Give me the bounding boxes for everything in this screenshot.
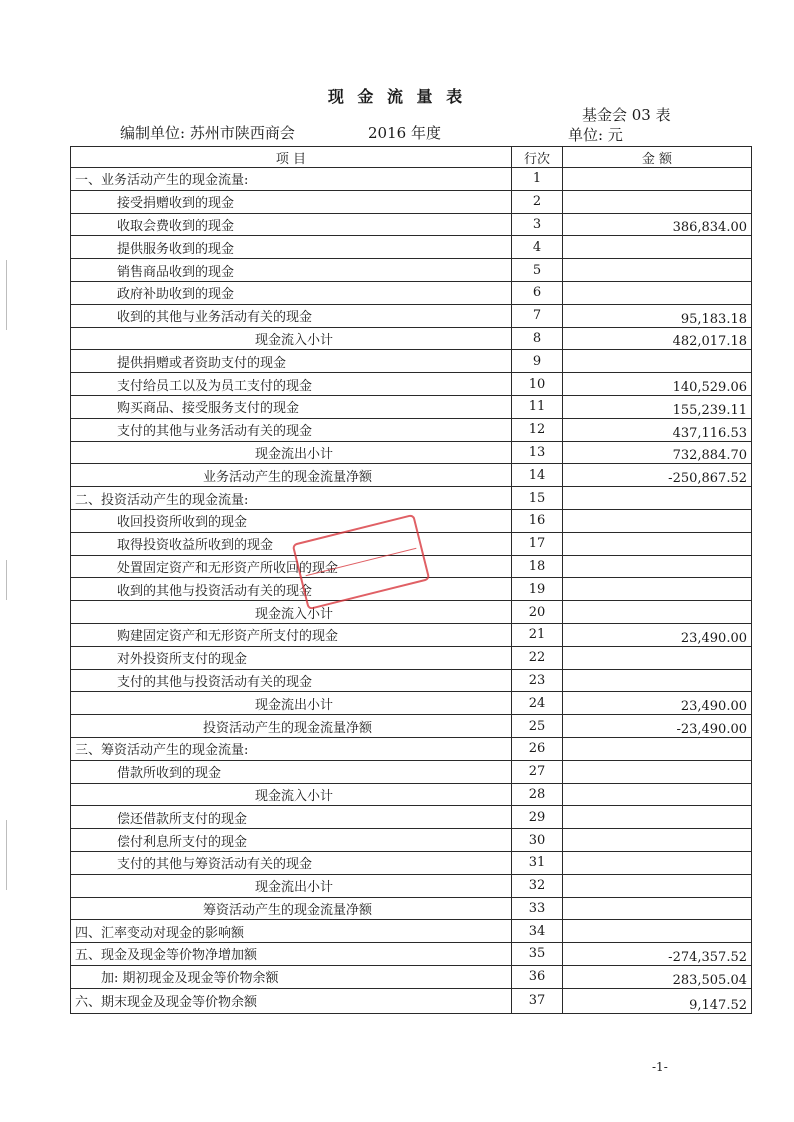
- row-item: 五、现金及现金等价物净增加额: [71, 943, 512, 966]
- row-line-number: 2: [512, 190, 563, 213]
- column-header-amount: 金 额: [563, 147, 752, 168]
- table-row: [71, 874, 752, 897]
- row-line-number: 29: [512, 806, 563, 829]
- row-amount: 437,116.53: [563, 418, 752, 441]
- row-line-number: 34: [512, 920, 563, 943]
- table-row: [71, 281, 752, 304]
- row-item: 购建固定资产和无形资产所支付的现金: [71, 623, 512, 646]
- table-row: [71, 395, 752, 418]
- table-row: [71, 327, 752, 350]
- row-line-number: 13: [512, 441, 563, 464]
- row-amount: [563, 669, 752, 692]
- row-amount: [563, 783, 752, 806]
- row-item: 四、汇率变动对现金的影响额: [71, 920, 512, 943]
- row-item: 二、投资活动产生的现金流量:: [71, 487, 512, 510]
- row-amount: 23,490.00: [563, 692, 752, 715]
- row-item: 提供服务收到的现金: [71, 236, 512, 259]
- row-item: 三、筹资活动产生的现金流量:: [71, 737, 512, 760]
- row-line-number: 10: [512, 373, 563, 396]
- row-amount: [563, 829, 752, 852]
- row-item: 现金流出小计: [71, 441, 512, 464]
- row-item: 支付的其他与业务活动有关的现金: [71, 418, 512, 441]
- row-amount: [563, 350, 752, 373]
- row-line-number: 21: [512, 623, 563, 646]
- row-line-number: 18: [512, 555, 563, 578]
- row-item: 政府补助收到的现金: [71, 281, 512, 304]
- row-line-number: 24: [512, 692, 563, 715]
- row-line-number: 17: [512, 532, 563, 555]
- row-item: 收取会费收到的现金: [71, 213, 512, 236]
- row-line-number: 32: [512, 874, 563, 897]
- row-item: 销售商品收到的现金: [71, 259, 512, 282]
- report-title: 现 金 流 量 表: [327, 87, 467, 106]
- row-item: 现金流出小计: [71, 874, 512, 897]
- row-line-number: 15: [512, 487, 563, 510]
- table-row: [71, 601, 752, 624]
- table-row: [71, 943, 752, 966]
- table-row: [71, 555, 752, 578]
- table-row: [71, 350, 752, 373]
- table-header-row: [71, 147, 752, 168]
- table-row: [71, 373, 752, 396]
- row-amount: [563, 578, 752, 601]
- column-header-line: 行次: [512, 147, 563, 168]
- row-item: 对外投资所支付的现金: [71, 646, 512, 669]
- row-amount: 140,529.06: [563, 373, 752, 396]
- row-amount: 9,147.52: [563, 988, 752, 1013]
- row-line-number: 26: [512, 737, 563, 760]
- row-line-number: 35: [512, 943, 563, 966]
- row-line-number: 27: [512, 760, 563, 783]
- table-row: [71, 760, 752, 783]
- row-item: 接受捐赠收到的现金: [71, 190, 512, 213]
- table-row: [71, 578, 752, 601]
- row-line-number: 28: [512, 783, 563, 806]
- table-row: [71, 920, 752, 943]
- column-header-item: 项 目: [71, 147, 512, 168]
- row-item: 支付的其他与投资活动有关的现金: [71, 669, 512, 692]
- table-row: [71, 464, 752, 487]
- row-item: 加: 期初现金及现金等价物余额: [71, 965, 512, 988]
- row-line-number: 6: [512, 281, 563, 304]
- table-row: [71, 737, 752, 760]
- table-row: [71, 692, 752, 715]
- table-row: [71, 418, 752, 441]
- row-item: 处置固定资产和无形资产所收回的现金: [71, 555, 512, 578]
- row-line-number: 23: [512, 669, 563, 692]
- table-row: [71, 532, 752, 555]
- table-row: [71, 259, 752, 282]
- row-line-number: 20: [512, 601, 563, 624]
- table-row: [71, 988, 752, 1013]
- row-item: 收到的其他与业务活动有关的现金: [71, 304, 512, 327]
- row-line-number: 14: [512, 464, 563, 487]
- row-amount: 482,017.18: [563, 327, 752, 350]
- row-item: 偿还借款所支付的现金: [71, 806, 512, 829]
- row-amount: 386,834.00: [563, 213, 752, 236]
- row-line-number: 7: [512, 304, 563, 327]
- row-item: 提供捐赠或者资助支付的现金: [71, 350, 512, 373]
- row-amount: [563, 281, 752, 304]
- table-row: [71, 783, 752, 806]
- table-row: [71, 669, 752, 692]
- row-amount: 23,490.00: [563, 623, 752, 646]
- row-amount: [563, 509, 752, 532]
- row-line-number: 19: [512, 578, 563, 601]
- row-item: 购买商品、接受服务支付的现金: [71, 395, 512, 418]
- table-row: [71, 304, 752, 327]
- row-item: 六、期末现金及现金等价物余额: [71, 988, 512, 1013]
- table-row: [71, 897, 752, 920]
- row-amount: [563, 236, 752, 259]
- table-row: [71, 806, 752, 829]
- row-amount: [563, 487, 752, 510]
- row-line-number: 33: [512, 897, 563, 920]
- row-amount: [563, 874, 752, 897]
- row-line-number: 11: [512, 395, 563, 418]
- row-item: 现金流入小计: [71, 601, 512, 624]
- table-row: [71, 646, 752, 669]
- row-amount: [563, 646, 752, 669]
- row-line-number: 22: [512, 646, 563, 669]
- row-item: 筹资活动产生的现金流量净额: [71, 897, 512, 920]
- row-item: 现金流出小计: [71, 692, 512, 715]
- row-line-number: 8: [512, 327, 563, 350]
- row-amount: [563, 806, 752, 829]
- row-item: 收到的其他与投资活动有关的现金: [71, 578, 512, 601]
- row-amount: 732,884.70: [563, 441, 752, 464]
- row-item: 支付的其他与筹资活动有关的现金: [71, 851, 512, 874]
- row-line-number: 31: [512, 851, 563, 874]
- row-amount: 155,239.11: [563, 395, 752, 418]
- row-item: 收回投资所收到的现金: [71, 509, 512, 532]
- table-row: [71, 965, 752, 988]
- table-row: [71, 487, 752, 510]
- table-row: [71, 213, 752, 236]
- cash-flow-table: [70, 146, 752, 1014]
- row-amount: -274,357.52: [563, 943, 752, 966]
- row-amount: 95,183.18: [563, 304, 752, 327]
- row-line-number: 30: [512, 829, 563, 852]
- row-item: 借款所收到的现金: [71, 760, 512, 783]
- row-line-number: 4: [512, 236, 563, 259]
- table-row: [71, 829, 752, 852]
- table-row: [71, 190, 752, 213]
- page-number: -1-: [652, 1060, 668, 1074]
- row-item: 取得投资收益所收到的现金: [71, 532, 512, 555]
- row-amount: [563, 190, 752, 213]
- row-line-number: 5: [512, 259, 563, 282]
- page-edge-mark: [6, 820, 7, 890]
- table-row: [71, 715, 752, 738]
- row-line-number: 16: [512, 509, 563, 532]
- row-amount: [563, 760, 752, 783]
- row-amount: [563, 532, 752, 555]
- row-item: 现金流入小计: [71, 327, 512, 350]
- organization-label: 编制单位: 苏州市陕西商会: [120, 124, 295, 142]
- row-item: 现金流入小计: [71, 783, 512, 806]
- row-item: 投资活动产生的现金流量净额: [71, 715, 512, 738]
- row-amount: -250,867.52: [563, 464, 752, 487]
- row-line-number: 25: [512, 715, 563, 738]
- page-edge-mark: [6, 260, 7, 330]
- table-row: [71, 623, 752, 646]
- table-row: [71, 236, 752, 259]
- report-year: 2016 年度: [368, 124, 441, 142]
- currency-unit: 单位: 元: [568, 126, 623, 144]
- form-code: 基金会 03 表: [582, 106, 671, 124]
- row-line-number: 3: [512, 213, 563, 236]
- row-item: 一、业务活动产生的现金流量:: [71, 168, 512, 191]
- table-row: [71, 851, 752, 874]
- table-row: [71, 441, 752, 464]
- table-row: [71, 168, 752, 191]
- row-item: 业务活动产生的现金流量净额: [71, 464, 512, 487]
- row-amount: [563, 555, 752, 578]
- row-amount: [563, 259, 752, 282]
- row-line-number: 36: [512, 965, 563, 988]
- row-amount: -23,490.00: [563, 715, 752, 738]
- row-amount: [563, 168, 752, 191]
- row-amount: [563, 601, 752, 624]
- page-edge-mark: [6, 560, 7, 600]
- row-amount: [563, 851, 752, 874]
- row-item: 支付给员工以及为员工支付的现金: [71, 373, 512, 396]
- table-row: [71, 509, 752, 532]
- row-line-number: 9: [512, 350, 563, 373]
- row-amount: [563, 920, 752, 943]
- row-line-number: 12: [512, 418, 563, 441]
- row-amount: [563, 737, 752, 760]
- row-amount: [563, 897, 752, 920]
- row-line-number: 37: [512, 988, 563, 1013]
- row-line-number: 1: [512, 168, 563, 191]
- row-amount: 283,505.04: [563, 965, 752, 988]
- row-item: 偿付利息所支付的现金: [71, 829, 512, 852]
